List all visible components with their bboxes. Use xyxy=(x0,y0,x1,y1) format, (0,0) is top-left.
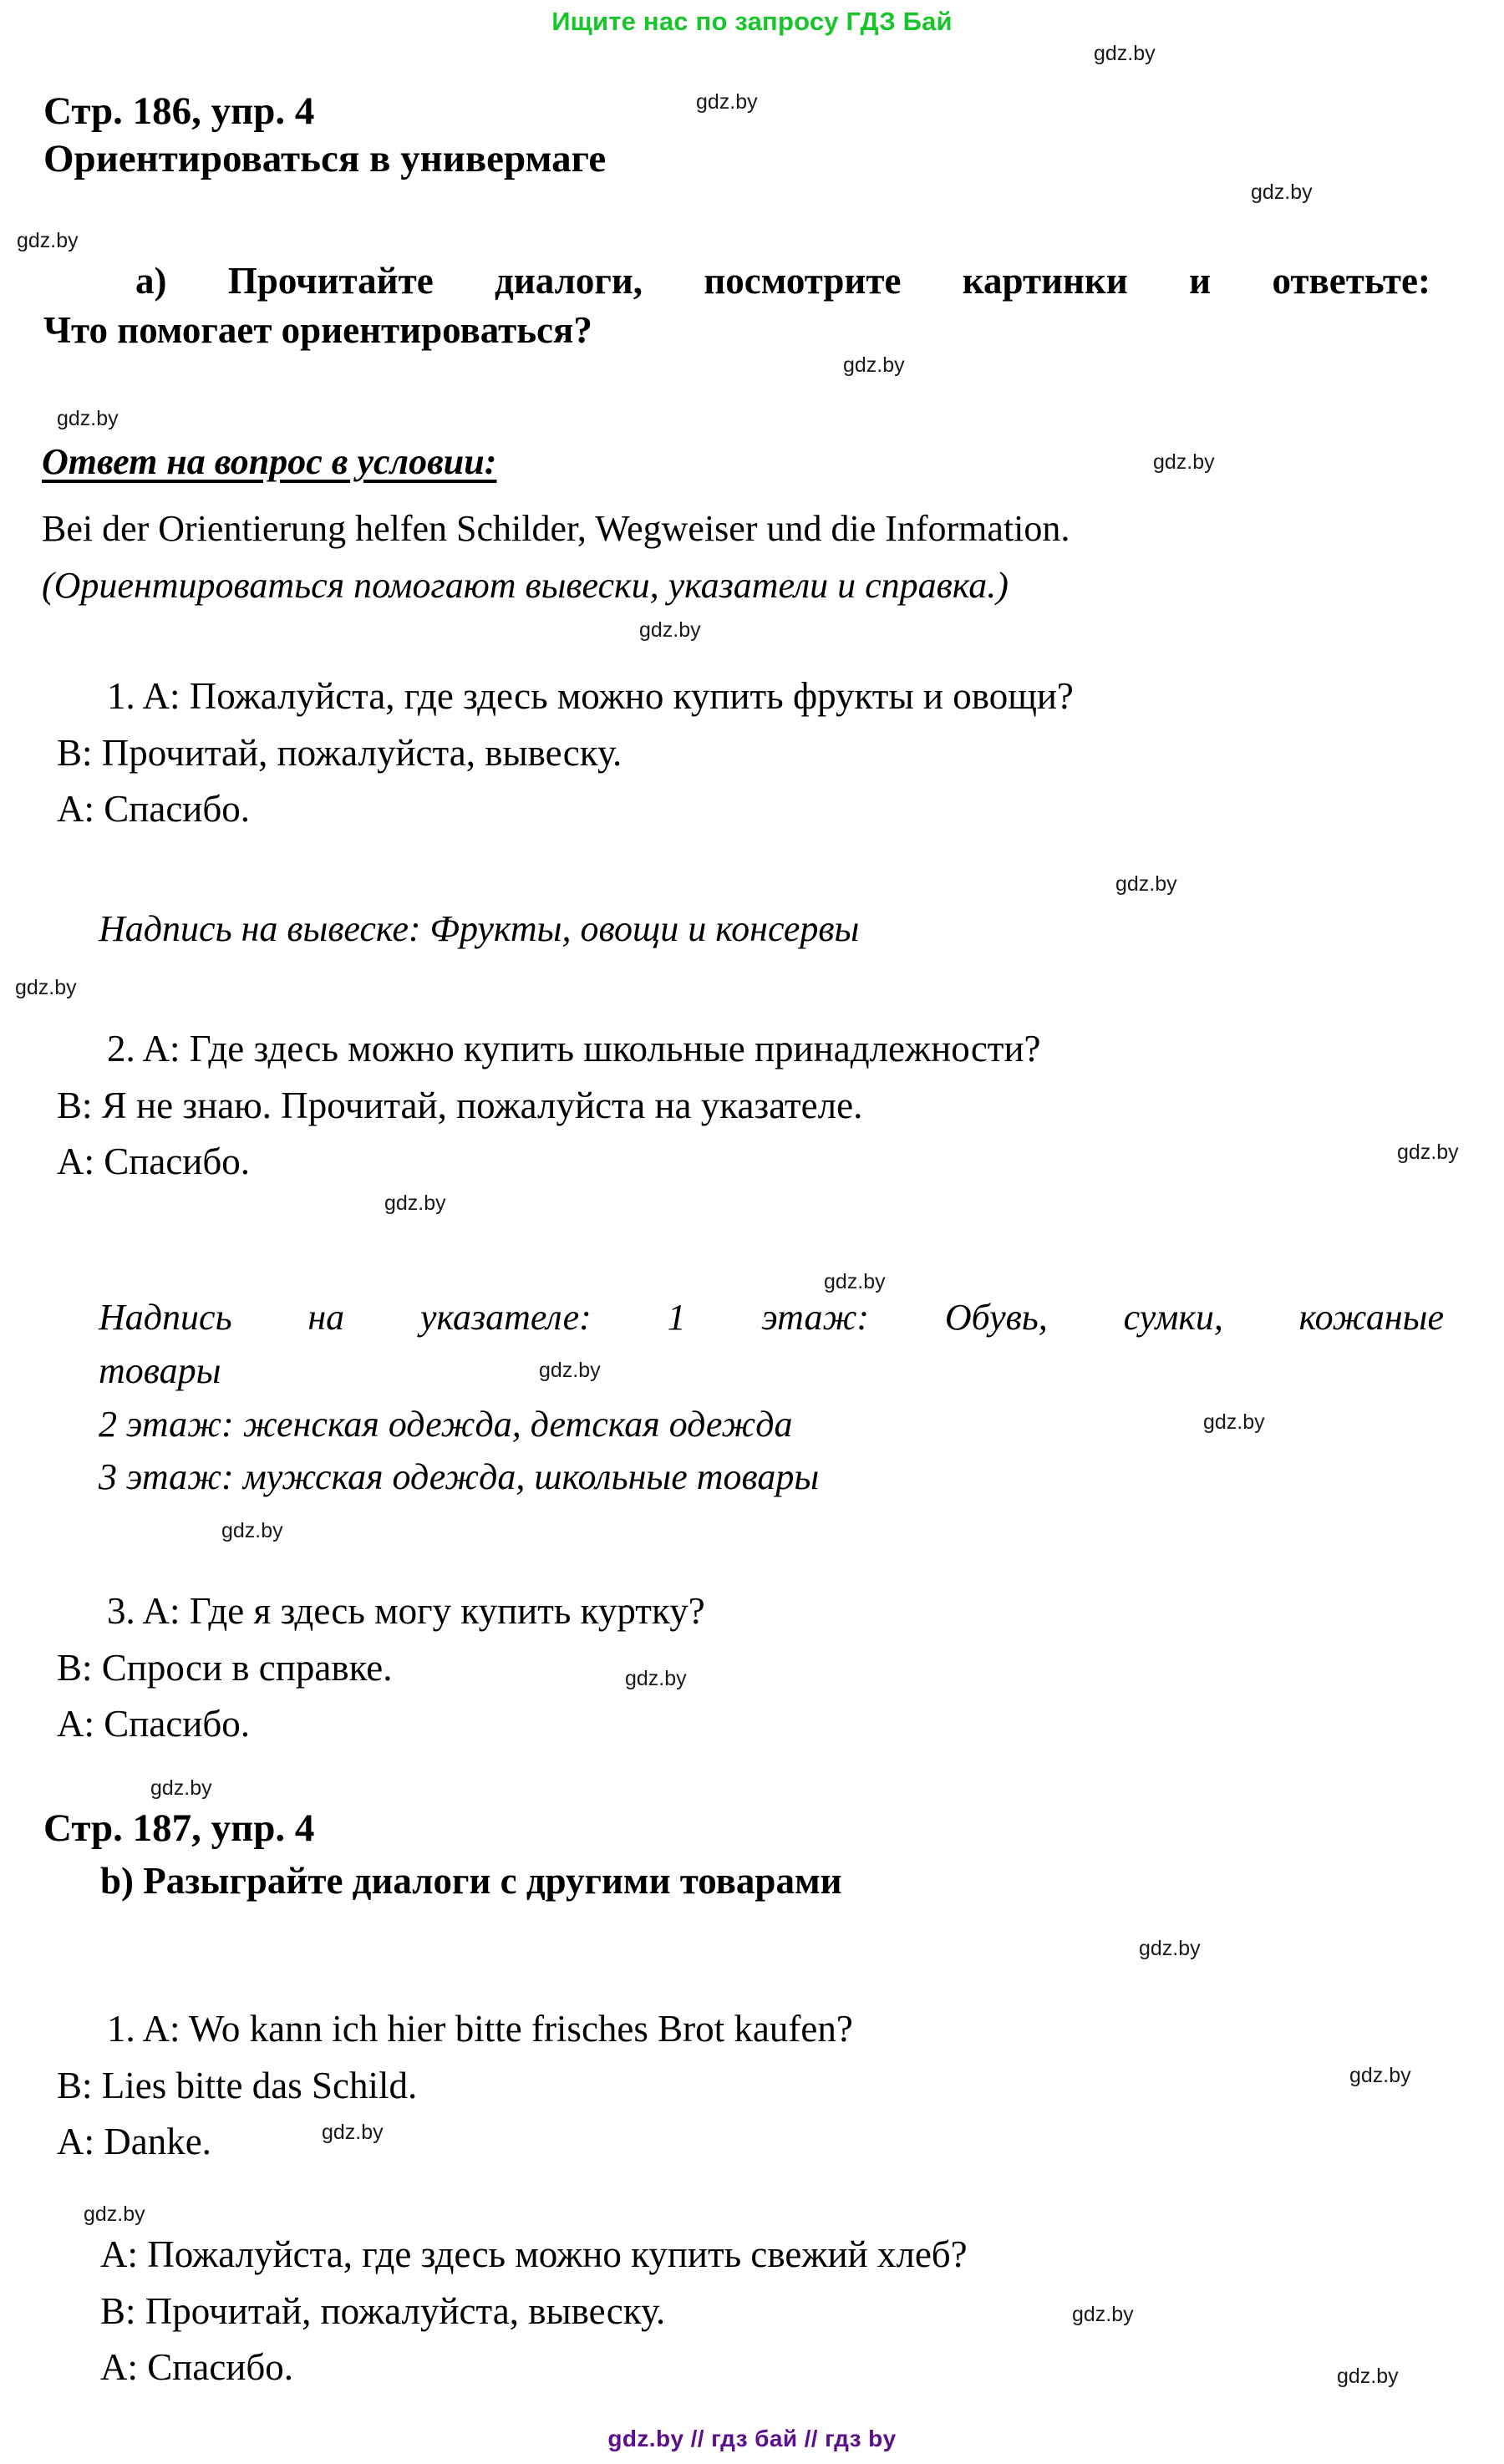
dialogue-3-a1: 3. A: Где я здесь могу купить куртку? xyxy=(107,1590,705,1632)
dialogue-4-a1: 1. A: Wo kann ich hier bitte frisches Brot kaufen? xyxy=(107,2008,853,2050)
watermark: gdz.by xyxy=(1139,1937,1201,1960)
task-a-line2: Что помогает ориентироваться? xyxy=(43,309,592,352)
watermark: gdz.by xyxy=(57,407,119,430)
dialogue-2-a2: A: Спасибо. xyxy=(57,1141,251,1182)
watermark: gdz.by xyxy=(843,353,905,377)
dialogue-2-a1: 2. A: Где здесь можно купить школьные принадлежности? xyxy=(107,1028,1041,1069)
watermark: gdz.by xyxy=(1349,2064,1411,2087)
promo-text: Ищите нас по запросу ГДЗ Бай xyxy=(551,7,953,36)
watermark: gdz.by xyxy=(1115,872,1177,896)
sign-text-1: Надпись на вывеске: Фрукты, овощи и консервы xyxy=(99,908,860,949)
page-title-187 xyxy=(43,1805,314,1852)
answer-russian: (Ориентироваться помогают вывески, указатели и справка.) xyxy=(42,565,1009,606)
watermark: gdz.by xyxy=(1251,180,1313,204)
watermark: gdz.by xyxy=(150,1776,212,1800)
dialogue-1-a2: A: Спасибо. xyxy=(57,788,251,830)
answer-german: Bei der Orientierung helfen Schilder, Wegweiser und die Information. xyxy=(42,508,1070,549)
dialogue-1 xyxy=(57,668,1074,838)
watermark: gdz.by xyxy=(539,1359,601,1382)
watermark: gdz.by xyxy=(1072,2303,1134,2326)
task-a-line1: a) Прочитайте диалоги, посмотрите картинки и ответьте: xyxy=(135,260,1430,302)
answer-label: Ответ на вопрос в условии: xyxy=(42,441,497,482)
watermark: gdz.by xyxy=(1337,2365,1399,2388)
watermark: gdz.by xyxy=(221,1519,283,1542)
watermark: gdz.by xyxy=(1153,450,1215,474)
task-b-instruction xyxy=(100,1857,842,1906)
watermark: gdz.by xyxy=(384,1191,446,1215)
watermark: gdz.by xyxy=(824,1270,886,1293)
dialogue-5-b1: B: Прочитай, пожалуйста, вывеску. xyxy=(100,2289,666,2332)
dialogue-4 xyxy=(57,2001,853,2171)
watermark: gdz.by xyxy=(322,2121,384,2144)
watermark: gdz.by xyxy=(15,976,77,999)
watermark: gdz.by xyxy=(639,618,701,642)
page-title-186 xyxy=(43,88,606,184)
dialogue-1-b1: B: Прочитай, пожалуйста, вывеску. xyxy=(57,731,622,774)
watermark: gdz.by xyxy=(625,1667,687,1690)
footer-banner xyxy=(0,2426,1504,2452)
task-b-line1: b) Разыграйте диалоги с другими товарами xyxy=(100,1860,842,1902)
sign-text-2 xyxy=(99,1291,1444,1504)
watermark: gdz.by xyxy=(1397,1141,1459,1164)
page-title-186-line2: Ориентироваться в универмаге xyxy=(43,137,607,181)
watermark: gdz.by xyxy=(84,2202,145,2226)
sign-text-2-line3: 2 этаж: женская одежда, детская одежда xyxy=(99,1403,793,1445)
dialogue-5-a1: A: Пожалуйста, где здесь можно купить свежий хлеб? xyxy=(100,2233,968,2275)
sign-text-2-line1: Надпись на указателе: 1 этаж: Обувь, сумки, кожаные xyxy=(99,1297,1444,1338)
dialogue-5-a2: A: Спасибо. xyxy=(100,2346,294,2388)
dialogue-4-a2: A: Danke. xyxy=(57,2121,211,2162)
dialogue-2-b1: B: Я не знаю. Прочитай, пожалуйста на указателе. xyxy=(57,1084,863,1126)
dialogue-2 xyxy=(57,1021,1041,1191)
watermark: gdz.by xyxy=(696,90,758,114)
dialogue-3-a2: A: Спасибо. xyxy=(57,1703,251,1745)
dialogue-5 xyxy=(100,2227,968,2396)
footer-text: gdz.by // гдз бай // гдз by xyxy=(607,2426,897,2451)
watermark: gdz.by xyxy=(1203,1410,1265,1434)
dialogue-4-b1: B: Lies bitte das Schild. xyxy=(57,2064,418,2106)
dialogue-1-a1: 1. A: Пожалуйста, где здесь можно купить фрукты и овощи? xyxy=(107,675,1074,717)
sign-text-2-line2: товары xyxy=(99,1349,221,1391)
page-title-187-line1: Стр. 187, упр. 4 xyxy=(43,1806,315,1850)
watermark: gdz.by xyxy=(1094,42,1156,65)
page-title-186-line1: Стр. 186, упр. 4 xyxy=(43,89,315,133)
sign-text-2-line4: 3 этаж: мужская одежда, школьные товары xyxy=(99,1456,820,1498)
task-a-instruction xyxy=(43,257,1464,356)
dialogue-3 xyxy=(57,1583,705,1753)
promo-banner xyxy=(0,7,1504,37)
watermark: gdz.by xyxy=(17,229,79,252)
dialogue-3-b1: B: Спроси в справке. xyxy=(57,1646,393,1689)
